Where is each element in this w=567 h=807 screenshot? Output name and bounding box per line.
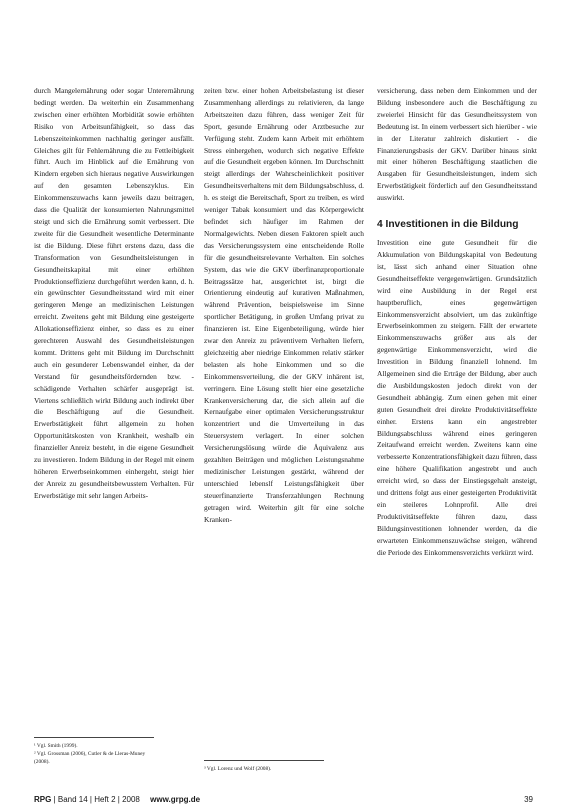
journal-url[interactable]: www.grpg.de <box>150 795 201 804</box>
body-text: Investition eine gute Gesundheit für die Akkumulation von Bildungskapital von Bedeutung ist, lässt sich anhand einer Situation ohne Gesundheitseffekte vergegenwärtigen. Grundsätzlich wird eine Ausbildung in der Regel erst hauptberuflich, eines gegenwärtigen Einkommensverzicht absolviert, um das zukünftige Erwerbseinkommen zu steigern. Fällt der erwartete Einkommenszuwachs größer aus als der gegenwärtige Einkommensverzicht, wird die Investition in Bildung finanziell lohnend. Im Allgemeinen sind die Erträge der Bildung, aber auch die Ausbildungskosten jedoch direkt von der Gesundheit abhängig. Zum einen gehen mit einer guten Gesundheit drei direkte Produktivitätseffekte einher. Erstens kann ein angestrebter Bildungsabschluss während eines geringeren Zeitaufwand erreicht werden. Zweitens kann eine verbesserte Konzentrationsfähigkeit dazu führen, dass eine höhere Qualifikation angestrebt und auch erreicht wird, so dass der Einstiegsgehalt ansteigt, und drittens folgt aus einer gesteigerten Produktivität ein steileres Lohnprofil. Alle drei Produktivitätseffekte führen dazu, dass Bildungsinvestitionen lohnender werden, da die erwarteten Einkommenszuwächse steigen, während die Periode des Einkommensverzichts verkürzt wird. <box>377 238 537 557</box>
section-heading: 4 Investitionen in die Bildung <box>377 219 519 231</box>
footnote: ³ Vgl. Lorenz und Wolf (2008). <box>204 766 272 772</box>
body-text: durch Mangelernährung oder sogar Unterernährung bedingt werden. Da weiterhin ein Zusammenhang zwischen einer erhöhten Morbidität sowie erhöhten Risiko von Arbeitsunfähigkeit, so dass das Lebenszeiteinkommen nachhaltig geringer ausfällt. Gleiches gilt für Fehlernährung die zu Fettleibigkeit führt. Auch im Hinblick auf die Ernährung von Kindern ergeben sich hieraus negative Auswirkungen auf den gesamten Lebenszyklus. Ein Einkommenszuwachs kann jeweils dazu beitragen, dass die Qualität der konsumierten Nahrungsmittel steigt und sich die Ernährung somit verbessert. Die zweite für die Gesundheit wesentliche Determinante ist die Bildung. Diese führt erstens dazu, dass die Transformation von Gesundheitsleistungen in Gesundheitskapital mit einer erhöhten Produktionseffizienz durchgeführt werden kann, d. h. ein gewünschter Gesundheitsstand wird mit einer geringeren Menge an medizinischen Leistungen erreicht. Zweitens geht mit Bildung eine gesteigerte Allokationseffizienz einher, so dass es zu einer gerechteren Auswahl des Gesundheitsleistungen kommt. Drittens geht mit Bildung im Durchschnitt auch ein gesunderer Lebenswandel einher, da der Verstand für gesundheitsfördernden bzw. -schädigende Verhalten schärfer ausgeprägt ist. Viertens schließlich wirkt Bildung auch indirekt über die Beschäftigung auf die Gesundheit. Erwerbstätigkeit führt allgemein zu hohen Opportunitätskosten von Krankheit, weshalb ein finanzieller Anreiz besteht, in die eigene Gesundheit zu investieren. Indem Bildung in der Regel mit einem höheren Erwerbseinkommen einhergeht, steigt hier der Anreiz zu gesundheitsbewusstem Verhalten. Für Erwerbstätige mit sehr langen Arbeits- <box>34 86 194 500</box>
footer-citation: RPG | Band 14 | Heft 2 | 2008 www.grpg.de <box>34 795 201 804</box>
text-column-3 <box>377 85 537 559</box>
body-text: versicherung, dass neben dem Einkommen und der Bildung insbesondere auch die Beschäftigung zu zweierlei Hinsicht für das Gesundheitssystem von Bedeutung ist. In einem verbessert sich hierüber - wie in der Literatur zahlreich diskutiert - die Finanzierungsbasis der GKV. Darüber hinaus sinkt mit einer höheren Beschäftigung staatlichen die Ausgaben für Gesundheitsleistungen, indem sich Erwerbstätigkeit förderlich auf den Gesundheitsstand auswirkt. <box>377 86 537 203</box>
footnotes-column-1 <box>34 737 154 766</box>
text-column-2 <box>204 85 364 526</box>
body-text: zeiten bzw. einer hohen Arbeitsbelastung ist dieser Zusammenhang allerdings zu relativieren, da lange Arbeitszeiten dazu führen, dass weniger Zeit für Sport, gesunde Ernährung oder Arztbesuche zur Verfügung steht. Zudem kann Arbeit mit erhöhtem Stress einhergehen, wodurch sich negative Effekte auf die Gesundheit ergeben können. Im Durchschnitt steigt allerdings der Wahrscheinlichkeit positiver Gesundheitsverhaltens mit dem Bildungsabschluss, d. h. es steigt die Bereitschaft, Sport zu treiben, es wird weniger Tabak konsumiert und das Körpergewicht befindet sich häufiger im Rahmen der Normalgewichts. Neben diesen Faktoren spielt auch das Versicherungssystem eine entscheidende Rolle für die gesundheitsrelevante Verhalten. Ein solches System, das wie die GKV überfinanzproportionale Beitragssätze hat, ausgerichtet ist, birgt die Orientierung eindeutig auf kurativen Maßnahmen, während Prävention, beispielsweise im Sinne sportlicher Betätigung, in großen Umfang privat zu finanzieren ist. Eine Eigenbeteiligung, würde hier zwar den Anreiz zu präventivem Verhalten liefern, gleichzeitig aber niedrige Einkommen relativ stärker belasten als hohe Einkommen und so die Einkommensverteilung, die der GKV inhärent ist, verringern. Eine Lösung stellt hier eine gesetzliche Krankenversicherung dar, die sich allein auf die Kernaufgabe einer optimalen Versicherungsstruktur konzentriert und die Umverteilung in das Steuersystem verlagert. In einer solchen Versicherungslösung würde die Äquivalenz aus gezahlten Beiträgen und möglichen Leistungsnahme medizinischer Leistungen gestärkt, während der unterschied lebenslf Leistungsfähigkeit über steuerfinanzierte Transferzahlungen Rechnung getragen wird. Weiterhin gilt für eine solche Kranken- <box>204 86 364 524</box>
journal-name: RPG <box>34 795 52 804</box>
page-number: 39 <box>524 795 533 804</box>
text-column-1 <box>34 85 194 502</box>
footnote: ² Vgl. Grossman (2006), Cutler & de Lleras-Muney (2008). <box>34 751 146 765</box>
page-footer <box>34 795 533 807</box>
issue-info: Band 14 | Heft 2 | 2008 <box>57 795 140 804</box>
footnotes-column-2 <box>204 760 324 773</box>
footnote: ¹ Vgl. Smith (1999). <box>34 743 78 749</box>
